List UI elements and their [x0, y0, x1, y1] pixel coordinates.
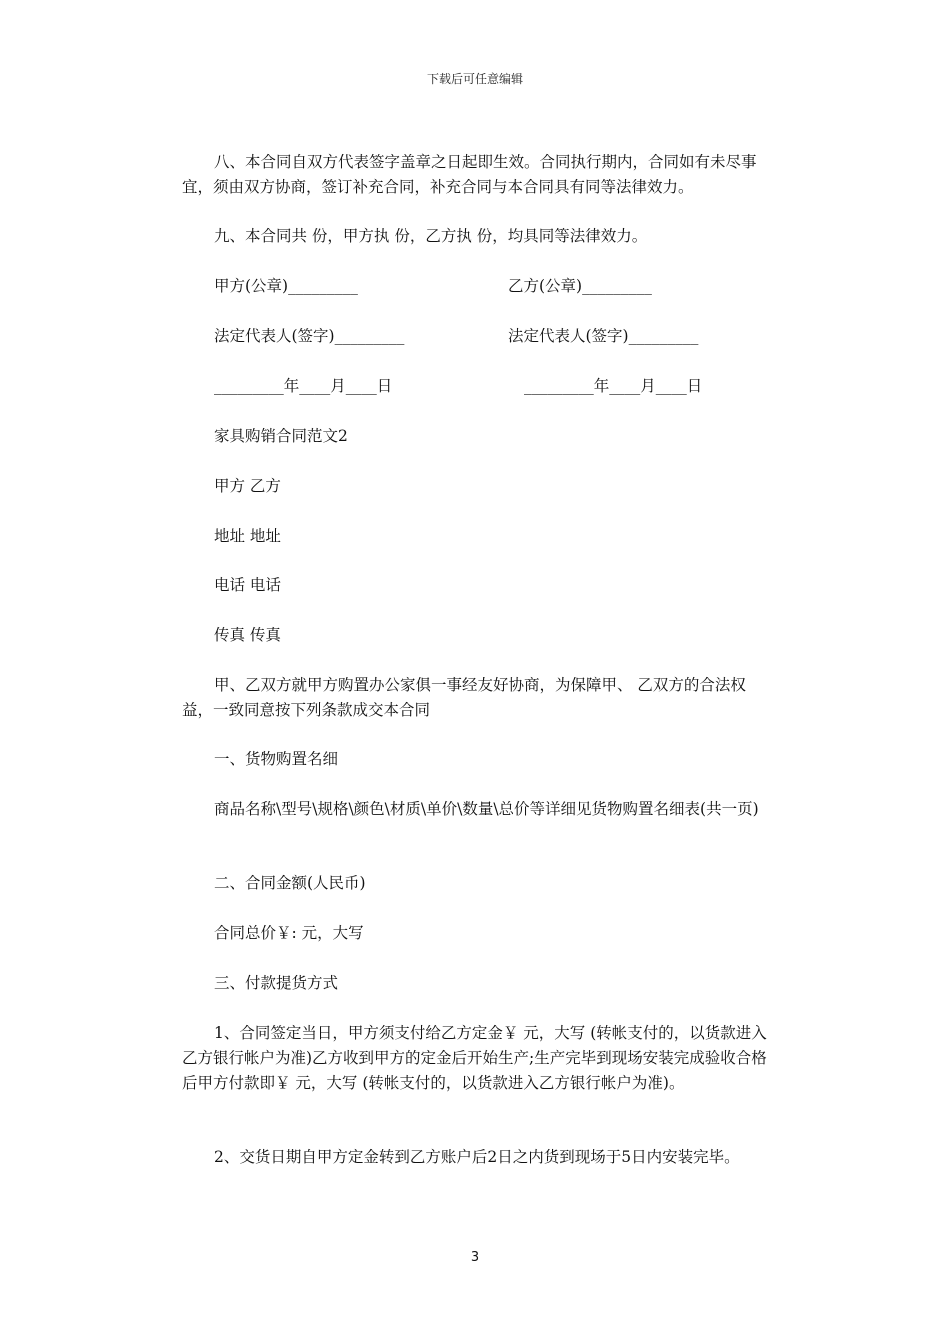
fax-line: 传真 传真	[214, 626, 281, 644]
rep-b-signature: 法定代表人(签字)_________	[508, 327, 699, 345]
page-header: 下载后可任意编辑	[426, 72, 523, 86]
date-b: _________年____月____日	[524, 377, 703, 395]
clause-9: 九、本合同共 份，甲方执 份，乙方执 份，均具同等法律效力。	[214, 227, 648, 245]
contract-title-2: 家具购销合同范文2	[214, 427, 348, 445]
section-3-item-1: 1、合同签定当日，甲方须支付给乙方定金￥ 元，大写 (转帐支付的，以货款进入乙方银行帐户为准)乙方收到甲方的定金后开始生产;生产完毕到现场安装完成验收合格后甲方付款即￥ 元，大写 (转帐支付的，以货款进入乙方银行帐户为准)。	[182, 1024, 767, 1092]
intro-paragraph: 甲、乙双方就甲方购置办公家俱一事经友好协商，为保障甲、 乙双方的合法权益，一致同意按下列条款成交本合同	[182, 676, 746, 719]
clause-8: 八、本合同自双方代表签字盖章之日起即生效。合同执行期内，合同如有未尽事宜，须由双方协商，签订补充合同，补充合同与本合同具有同等法律效力。	[182, 153, 757, 196]
party-b-seal: 乙方(公章)_________	[508, 277, 652, 295]
section-3-title: 三、付款提货方式	[214, 974, 339, 992]
party-a-seal: 甲方(公章)_________	[214, 277, 358, 295]
section-2-body: 合同总价￥: 元，大写	[214, 924, 364, 942]
party-line: 甲方 乙方	[214, 477, 281, 495]
section-1-body: 商品名称\型号\规格\颜色\材质\单价\数量\总价等详细见货物购置名细表(共一页)	[214, 800, 759, 818]
date-a: _________年____月____日	[214, 377, 393, 395]
section-3-item-2: 2、交货日期自甲方定金转到乙方账户后2日之内货到现场于5日内安装完毕。	[214, 1148, 740, 1166]
address-line: 地址 地址	[214, 527, 281, 545]
phone-line: 电话 电话	[214, 576, 281, 594]
section-1-title: 一、货物购置名细	[214, 750, 339, 768]
rep-a-signature: 法定代表人(签字)_________	[214, 327, 405, 345]
page-number: 3	[470, 1250, 480, 1265]
section-2-title: 二、合同金额(人民币)	[214, 874, 366, 892]
